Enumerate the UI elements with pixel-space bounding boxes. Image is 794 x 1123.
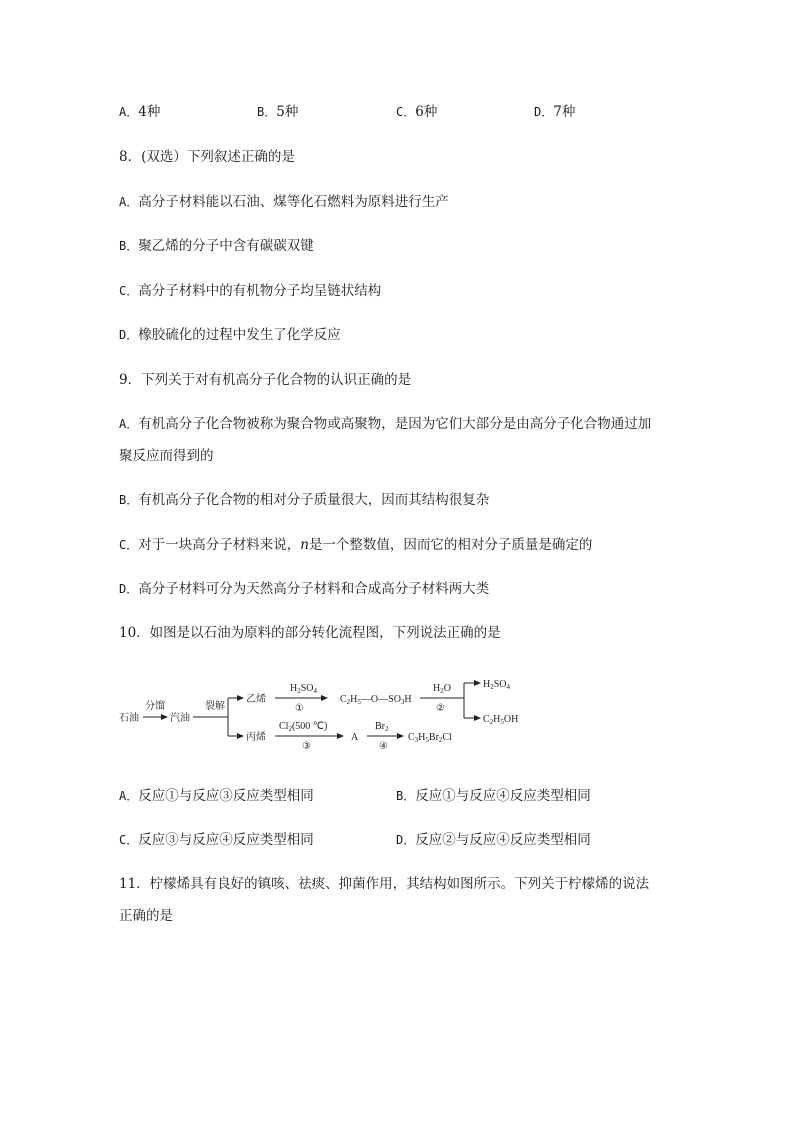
q9-option-b <box>119 491 489 509</box>
option-label: A． <box>119 789 139 803</box>
option-label: A． <box>119 417 139 431</box>
reaction-num-3: ③ <box>302 741 311 752</box>
q7-option-d <box>534 103 575 121</box>
q7-option-a <box>119 103 160 121</box>
q11-stem: 11．柠檬烯具有良好的镇咳、祛痰、抑菌作用，其结构如图所示。下列关于柠檬烯的说法 <box>119 876 650 892</box>
option-text: 反应②与反应④反应类型相同 <box>415 832 591 848</box>
option-label: D． <box>119 582 139 596</box>
q8-option-d <box>119 326 341 344</box>
option-label: D． <box>396 833 416 847</box>
label-shiyou: 石油 <box>119 713 139 724</box>
option-text: 有机高分子化合物被称为聚合物或高聚物，是因为它们大部分是由高分子化合物通过加 <box>138 416 652 432</box>
reagent-1: $H_2SO_4$ <box>290 683 318 695</box>
q8-stem: 8．(双选）下列叙述正确的是 <box>119 149 295 165</box>
reaction-num-1: ① <box>295 703 304 714</box>
option-text: 反应①与反应③反应类型相同 <box>138 788 314 804</box>
q11-stem-continued: 正确的是 <box>119 908 173 924</box>
option-label: C． <box>119 833 139 847</box>
option-text: 聚乙烯的分子中含有碳碳双键 <box>138 238 314 254</box>
q8-option-a <box>119 193 449 211</box>
option-text: 4种 <box>138 104 161 120</box>
option-label: C． <box>396 105 416 119</box>
reaction-num-4: ④ <box>379 741 388 752</box>
q10-option-c <box>119 831 314 849</box>
label-yixi: 乙烯 <box>246 694 266 705</box>
option-text: 橡胶硫化的过程中发生了化学反应 <box>138 327 341 343</box>
option-text: 有机高分子化合物的相对分子质量很大，因而其结构很复杂 <box>138 492 490 508</box>
q9-option-a-continued: 聚反应而得到的 <box>119 448 214 464</box>
q7-option-b <box>257 103 298 121</box>
option-text: 6种 <box>415 104 438 120</box>
product-4: $C_3H_5Br_2Cl$ <box>408 732 452 744</box>
option-text-part: 对于一块高分子材料来说， <box>138 537 301 553</box>
option-label: B． <box>257 105 277 119</box>
option-text: 高分子材料中的有机物分子均呈链状结构 <box>138 283 382 299</box>
product-3: A <box>351 732 359 743</box>
q10-option-d <box>396 831 591 849</box>
q8-option-b <box>119 237 314 255</box>
petroleum-flow-diagram <box>115 673 535 755</box>
q8-option-c <box>119 282 381 300</box>
label-liejie: 裂解 <box>205 701 225 712</box>
flow-diagram-svg <box>115 673 535 755</box>
reagent-3: $Cl_2(500$ ℃) <box>279 721 328 733</box>
product-2a: $H_2SO_4$ <box>483 679 511 691</box>
q10-stem: 10．如图是以石油为原料的部分转化流程图，下列说法正确的是 <box>119 625 501 641</box>
option-label: D． <box>534 105 554 119</box>
option-label: D． <box>119 328 139 342</box>
reaction-num-2: ② <box>436 703 445 714</box>
option-label: B． <box>119 493 139 507</box>
option-label: B． <box>396 789 416 803</box>
label-fenliu: 分馏 <box>145 701 165 712</box>
variable-n: n <box>300 537 309 553</box>
q9-stem: 9．下列关于对有机高分子化合物的认识正确的是 <box>119 372 412 388</box>
label-qiyou: 汽油 <box>170 713 190 724</box>
option-text: 5种 <box>276 104 299 120</box>
q10-option-b <box>396 787 591 805</box>
product-2b: $C_2H_5OH$ <box>483 714 519 726</box>
option-text: 7种 <box>553 104 576 120</box>
option-label: A． <box>119 195 139 209</box>
option-text: 高分子材料可分为天然高分子材料和合成高分子材料两大类 <box>138 581 490 597</box>
option-label: A． <box>119 105 139 119</box>
q10-option-a <box>119 787 314 805</box>
q9-option-d <box>119 580 489 598</box>
q7-option-c <box>396 103 437 121</box>
option-text-part: 是一个整数值，因而它的相对分子质量是确定的 <box>308 537 593 553</box>
option-label: C． <box>119 284 139 298</box>
reagent-4: $Br_2$ <box>375 721 389 733</box>
product-1: $C_2H_5—O—SO_3H$ <box>340 694 412 706</box>
option-text: 反应③与反应④反应类型相同 <box>138 832 314 848</box>
option-text: 高分子材料能以石油、煤等化石燃料为原料进行生产 <box>138 194 449 210</box>
option-label: B． <box>119 239 139 253</box>
reagent-2: $H_2O$ <box>433 683 451 695</box>
q9-option-c <box>119 536 592 554</box>
option-text: 反应①与反应④反应类型相同 <box>415 788 591 804</box>
label-bingxi: 丙烯 <box>246 732 266 743</box>
option-label: C． <box>119 538 139 552</box>
q9-option-a <box>119 415 651 433</box>
